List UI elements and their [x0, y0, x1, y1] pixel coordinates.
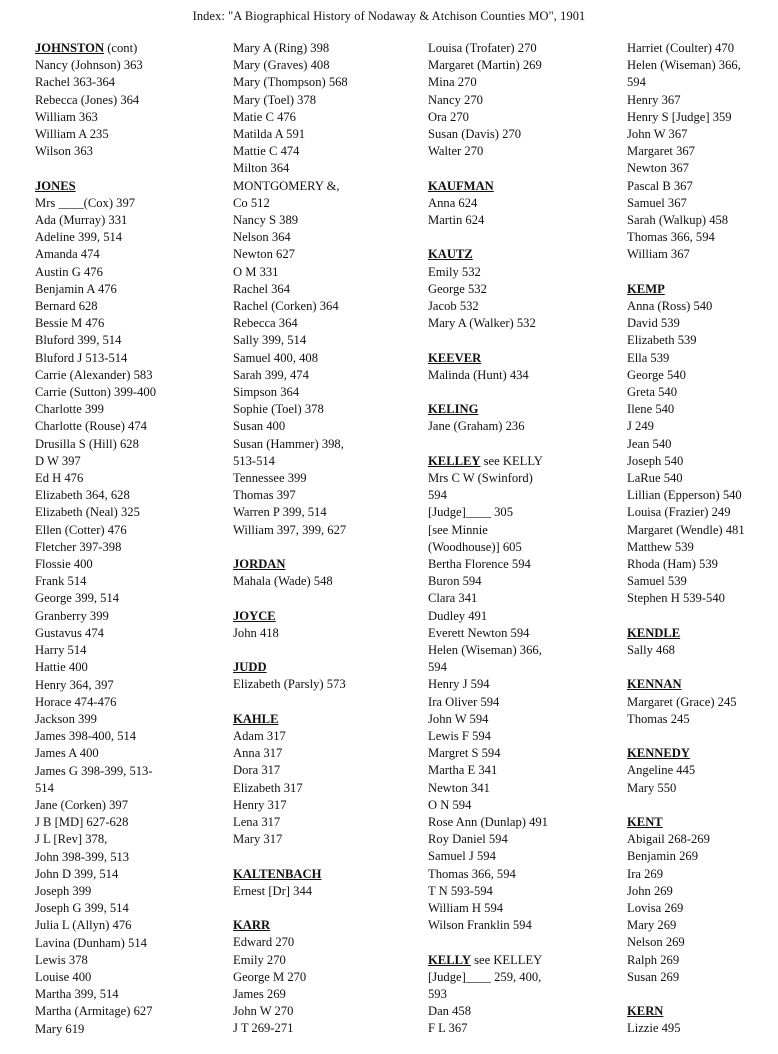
index-column-4	[627, 40, 777, 1038]
surname: KALTENBACH	[233, 866, 322, 881]
index-entry: Henry 317	[233, 797, 287, 812]
index-entry: Adam 317	[233, 729, 286, 744]
index-entry: Dora 317	[233, 763, 281, 778]
index-entry: Susan (Davis) 270	[428, 127, 522, 142]
index-entry: Jackson 399	[35, 711, 97, 726]
index-entry: Drusilla S (Hill) 628	[35, 436, 139, 451]
index-entry: Newton 367	[627, 161, 689, 176]
surname-heading	[428, 453, 623, 470]
index-entry: [Judge]____ 259, 400,	[428, 969, 542, 984]
surname-note: see KELLY	[480, 453, 543, 468]
index-entry: Lillian (Epperson) 540	[627, 488, 742, 503]
index-entry: Sophie (Toel) 378	[233, 402, 324, 417]
index-entry: Abigail 268-269	[627, 832, 710, 847]
index-entry: Susan (Hammer) 398,	[233, 436, 344, 451]
section-spacer	[35, 160, 220, 177]
index-entry: Samuel J 594	[428, 849, 496, 864]
index-entry: 514	[35, 780, 54, 795]
index-entry: Ralph 269	[627, 952, 680, 967]
index-entry: MONTGOMERY &,	[233, 178, 340, 193]
surname-heading	[233, 608, 418, 625]
surname-heading	[35, 40, 220, 57]
index-entry: Simpson 364	[233, 385, 300, 400]
index-entry: John W 367	[627, 127, 688, 142]
index-entry: Lavina (Dunham) 514	[35, 935, 147, 950]
index-entry: John D 399, 514	[35, 866, 119, 881]
index-column-2	[233, 40, 418, 1038]
surname-heading	[233, 711, 418, 728]
section-spacer	[233, 539, 418, 556]
index-entry: Ada (Murray) 331	[35, 213, 128, 228]
index-entry: Nelson 364	[233, 230, 291, 245]
surname-note: see KELLEY	[470, 952, 543, 967]
index-entry: Bernard 628	[35, 299, 98, 314]
section-spacer	[428, 332, 623, 349]
index-entry: Lewis F 594	[428, 729, 491, 744]
section-spacer	[627, 608, 777, 625]
surname: JONES	[35, 178, 76, 193]
index-entry: Elizabeth 317	[233, 780, 303, 795]
section-spacer	[233, 642, 418, 659]
section-spacer	[627, 659, 777, 676]
index-entry: John 269	[627, 883, 673, 898]
index-entry: D W 397	[35, 453, 81, 468]
index-entry: Mary (Toel) 378	[233, 92, 317, 107]
index-entry: Newton 627	[233, 247, 295, 262]
index-entry: John W 594	[428, 711, 489, 726]
surname-heading	[233, 866, 418, 883]
index-entry: 513-514	[233, 453, 275, 468]
index-entry: Bertha Florence 594	[428, 557, 531, 572]
surname-heading	[627, 625, 777, 642]
index-entry: 594	[428, 660, 447, 675]
index-entry: Joseph G 399, 514	[35, 901, 129, 916]
index-entry: Harriet (Coulter) 470	[627, 41, 735, 55]
index-entry: Angeline 445	[627, 763, 696, 778]
index-column-3	[428, 40, 623, 1038]
index-entry: Matthew 539	[627, 539, 694, 554]
index-entry: Henry 364, 397	[35, 677, 114, 692]
index-entry: Ira Oliver 594	[428, 694, 500, 709]
index-entry: Mary A (Walker) 532	[428, 316, 536, 331]
index-entry: Bluford 399, 514	[35, 333, 122, 348]
surname-heading	[428, 401, 623, 418]
index-entry: Rachel (Corken) 364	[233, 299, 339, 314]
index-entry: Sarah 399, 474	[233, 367, 309, 382]
index-entry: Stephen H 539-540	[627, 591, 725, 606]
surname: KARR	[233, 918, 271, 933]
index-entry: Jane (Graham) 236	[428, 419, 525, 434]
index-entry: Nancy S 389	[233, 213, 299, 228]
index-entry: Margaret (Grace) 245	[627, 694, 737, 709]
index-entry: J L [Rev] 378,	[35, 832, 108, 847]
index-entry: Charlotte (Rouse) 474	[35, 419, 147, 434]
surname: KEMP	[627, 281, 665, 296]
surname: KELLY	[428, 952, 471, 967]
index-entry: John 398-399, 513	[35, 849, 130, 864]
surname: JORDAN	[233, 557, 286, 572]
index-entry: Co 512	[233, 195, 270, 210]
index-entry: Helen (Wiseman) 366,	[428, 643, 542, 658]
index-entry: Dan 458	[428, 1004, 472, 1019]
index-entry: Charlotte 399	[35, 402, 104, 417]
index-entry: James A 400	[35, 746, 99, 761]
index-entry: Adeline 399, 514	[35, 230, 123, 245]
index-entry: Mary (Thompson) 568	[233, 75, 348, 90]
section-spacer	[627, 797, 777, 814]
index-entry: Rebecca 364	[233, 316, 298, 331]
index-entry: William H 594	[428, 901, 504, 916]
index-entry: 594	[428, 488, 447, 503]
index-entry: Rebecca (Jones) 364	[35, 92, 140, 107]
index-entry: Jean 540	[627, 436, 672, 451]
surname-heading	[627, 676, 777, 693]
surname: KAUFMAN	[428, 178, 494, 193]
index-entry: Ed H 476	[35, 471, 84, 486]
index-entry: James G 398-399, 513-	[35, 763, 153, 778]
section-spacer	[233, 694, 418, 711]
index-entry: Matie C 476	[233, 109, 296, 124]
index-entry: Benjamin 269	[627, 849, 699, 864]
index-entry: Ira 269	[627, 866, 664, 881]
surname: KENDLE	[627, 625, 681, 640]
index-entry: Louise 400	[35, 969, 92, 984]
surname: KERN	[627, 1004, 664, 1019]
surname-heading	[233, 556, 418, 573]
index-entry: Greta 540	[627, 385, 678, 400]
surname: KENNEDY	[627, 746, 690, 761]
index-entry: William 397, 399, 627	[233, 522, 347, 537]
surname-heading	[627, 814, 777, 831]
index-column-1	[35, 40, 220, 1038]
index-entry: Harry 514	[35, 643, 87, 658]
surname: JUDD	[233, 660, 267, 675]
index-entry: F L 367	[428, 1021, 468, 1036]
index-entry: Nancy (Johnson) 363	[35, 58, 143, 73]
index-entry: Mary 619	[35, 1021, 85, 1036]
surname: KAHLE	[233, 711, 279, 726]
index-entry: Malinda (Hunt) 434	[428, 367, 529, 382]
index-entry: J 249	[627, 419, 654, 434]
surname: KELING	[428, 402, 479, 417]
index-entry: Joseph 540	[627, 453, 684, 468]
index-entry: Lovisa 269	[627, 901, 684, 916]
section-spacer	[428, 229, 623, 246]
index-entry: Louisa (Frazier) 249	[627, 505, 731, 520]
index-entry: Carrie (Sutton) 399-400	[35, 385, 157, 400]
index-entry: Nancy 270	[428, 92, 483, 107]
index-entry: Nelson 269	[627, 935, 685, 950]
index-entry: Austin G 476	[35, 264, 103, 279]
index-entry: Susan 400	[233, 419, 286, 434]
index-entry: Lewis 378	[35, 952, 88, 967]
index-entry: (Woodhouse)] 605	[428, 539, 522, 554]
index-entry: Elizabeth (Parsly) 573	[233, 677, 346, 692]
index-entry: Ernest [Dr] 344	[233, 883, 313, 898]
index-entry: Lena 317	[233, 815, 281, 830]
index-entry: Matilda A 591	[233, 127, 306, 142]
index-entry: Flossie 400	[35, 557, 93, 572]
surname-heading	[428, 350, 623, 367]
index-entry: Walter 270	[428, 144, 484, 159]
section-spacer	[428, 436, 623, 453]
section-spacer	[627, 264, 777, 281]
index-entry: Martha 399, 514	[35, 987, 119, 1002]
index-entry: [Judge]____ 305	[428, 505, 513, 520]
index-entry: Margaret (Wendle) 481	[627, 522, 745, 537]
index-entry: Sarah (Walkup) 458	[627, 213, 729, 228]
index-entry: Rachel 363-364	[35, 75, 116, 90]
surname-note: (cont)	[104, 41, 138, 55]
section-spacer	[233, 848, 418, 865]
index-entry: Gustavus 474	[35, 625, 104, 640]
surname-heading	[627, 1003, 777, 1020]
index-entry: Edward 270	[233, 935, 295, 950]
index-entry: Samuel 400, 408	[233, 350, 319, 365]
index-entry: Mary 317	[233, 832, 283, 847]
index-entry: Mary 269	[627, 918, 677, 933]
index-entry: Everett Newton 594	[428, 625, 530, 640]
index-entry: Margret S 594	[428, 746, 501, 761]
surname: KENT	[627, 815, 663, 830]
section-spacer	[428, 160, 623, 177]
index-entry: Louisa (Trofater) 270	[428, 41, 537, 55]
index-entry: Hattie 400	[35, 660, 88, 675]
index-entry: Wilson Franklin 594	[428, 918, 532, 933]
index-entry: Fletcher 397-398	[35, 539, 122, 554]
index-entry: Rhoda (Ham) 539	[627, 557, 718, 572]
index-entry: James 269	[233, 987, 286, 1002]
index-entry: Elizabeth 364, 628	[35, 488, 130, 503]
surname-heading	[233, 659, 418, 676]
page-title: Index: "A Biographical History of Nodaway & Atchison Counties MO", 1901	[192, 9, 586, 23]
index-entry: Martin 624	[428, 213, 485, 228]
index-entry: Horace 474-476	[35, 694, 117, 709]
index-entry: Samuel 367	[627, 195, 687, 210]
index-entry: Mina 270	[428, 75, 477, 90]
index-entry: Samuel 539	[627, 574, 687, 589]
index-entry: Henry S [Judge] 359	[627, 109, 732, 124]
index-entry: Helen (Wiseman) 366,	[627, 58, 741, 73]
index-entry: John 418	[233, 625, 279, 640]
index-entry: O M 331	[233, 264, 279, 279]
surname: JOYCE	[233, 608, 276, 623]
index-entry: Jane (Corken) 397	[35, 797, 129, 812]
index-entry: George 399, 514	[35, 591, 120, 606]
index-entry: Susan 269	[627, 969, 680, 984]
index-entry: Mary A (Ring) 398	[233, 41, 330, 55]
index-entry: John W 270	[233, 1004, 294, 1019]
surname: KELLEY	[428, 453, 481, 468]
index-entry: Margaret (Martin) 269	[428, 58, 542, 73]
index-entry: Anna 317	[233, 746, 283, 761]
index-entry: Milton 364	[233, 161, 290, 176]
index-entry: Martha E 341	[428, 763, 498, 778]
index-entry: Ellen (Cotter) 476	[35, 522, 127, 537]
index-entry: Bessie M 476	[35, 316, 105, 331]
index-entry: David 539	[627, 316, 680, 331]
surname-heading	[428, 178, 623, 195]
index-entry: Ella 539	[627, 350, 670, 365]
section-spacer	[627, 986, 777, 1003]
surname: KEEVER	[428, 350, 482, 365]
index-entry: T N 593-594	[428, 883, 493, 898]
index-entry: Elizabeth 539	[627, 333, 697, 348]
index-entry: Buron 594	[428, 574, 482, 589]
index-entry: J B [MD] 627-628	[35, 815, 129, 830]
section-spacer	[627, 728, 777, 745]
index-entry: Margaret 367	[627, 144, 695, 159]
index-entry: [see Minnie	[428, 522, 488, 537]
index-entry: Mary 550	[627, 780, 677, 795]
index-entry: Jacob 532	[428, 299, 479, 314]
index-entry: Dudley 491	[428, 608, 488, 623]
index-entry: O N 594	[428, 797, 472, 812]
index-entry: Martha (Armitage) 627	[35, 1004, 153, 1019]
index-entry: William A 235	[35, 127, 109, 142]
section-spacer	[233, 590, 418, 607]
index-entry: James 398-400, 514	[35, 729, 137, 744]
index-entry: J T 269-271	[233, 1021, 294, 1036]
index-entry: Lizzie 495	[627, 1021, 681, 1036]
index-entry: George M 270	[233, 969, 307, 984]
index-entry: Mrs ____(Cox) 397	[35, 195, 136, 210]
index-entry: Ora 270	[428, 109, 469, 124]
index-entry: LaRue 540	[627, 471, 683, 486]
index-entry: Elizabeth (Neal) 325	[35, 505, 140, 520]
surname: KAUTZ	[428, 247, 473, 262]
index-entry: Roy Daniel 594	[428, 832, 508, 847]
index-entry: 594	[627, 75, 646, 90]
index-entry: Sally 399, 514	[233, 333, 307, 348]
index-entry: Thomas 366, 594	[627, 230, 715, 245]
index-entry: Mrs C W (Swinford)	[428, 471, 533, 485]
index-entry: Frank 514	[35, 574, 87, 589]
index-entry: Sally 468	[627, 643, 675, 658]
index-entry: Tennessee 399	[233, 471, 307, 486]
index-entry: Julia L (Allyn) 476	[35, 918, 132, 933]
surname-heading	[627, 281, 777, 298]
index-entry: Bluford J 513-514	[35, 350, 128, 365]
surname-heading	[428, 246, 623, 263]
index-entry: William 367	[627, 247, 690, 262]
section-spacer	[428, 934, 623, 951]
index-entry: Granberry 399	[35, 608, 109, 623]
index-entry: Henry J 594	[428, 677, 490, 692]
surname-heading	[35, 178, 220, 195]
index-entry: Rachel 364	[233, 281, 291, 296]
index-entry: William 363	[35, 109, 98, 124]
index-entry: Newton 341	[428, 780, 490, 795]
surname: KENNAN	[627, 677, 682, 692]
index-entry: Anna (Ross) 540	[627, 299, 713, 314]
surname: JOHNSTON	[35, 41, 105, 55]
index-entry: Joseph 399	[35, 883, 92, 898]
index-entry: George 540	[627, 367, 686, 382]
index-entry: Warren P 399, 514	[233, 505, 327, 520]
section-spacer	[428, 384, 623, 401]
index-entry: Ilene 540	[627, 402, 675, 417]
index-entry: Mahala (Wade) 548	[233, 574, 333, 589]
index-entry: Wilson 363	[35, 144, 93, 159]
index-entry: Pascal B 367	[627, 178, 693, 193]
index-entry: Amanda 474	[35, 247, 100, 262]
index-entry: Emily 532	[428, 264, 481, 279]
section-spacer	[233, 900, 418, 917]
index-entry: 593	[428, 987, 447, 1002]
index-entry: Mary (Graves) 408	[233, 58, 330, 73]
index-entry: Emily 270	[233, 952, 286, 967]
index-entry: Rose Ann (Dunlap) 491	[428, 815, 548, 830]
surname-heading	[428, 952, 623, 969]
index-entry: George 532	[428, 281, 487, 296]
index-entry: Carrie (Alexander) 583	[35, 367, 153, 382]
index-entry: Anna 624	[428, 195, 478, 210]
index-entry: Mattie C 474	[233, 144, 300, 159]
index-entry: Benjamin A 476	[35, 281, 117, 296]
index-entry: Henry 367	[627, 92, 681, 107]
index-entry: Thomas 245	[627, 711, 690, 726]
index-entry: Thomas 366, 594	[428, 866, 516, 881]
index-entry: Clara 341	[428, 591, 478, 606]
surname-heading	[233, 917, 418, 934]
index-entry: Thomas 397	[233, 488, 296, 503]
surname-heading	[627, 745, 777, 762]
